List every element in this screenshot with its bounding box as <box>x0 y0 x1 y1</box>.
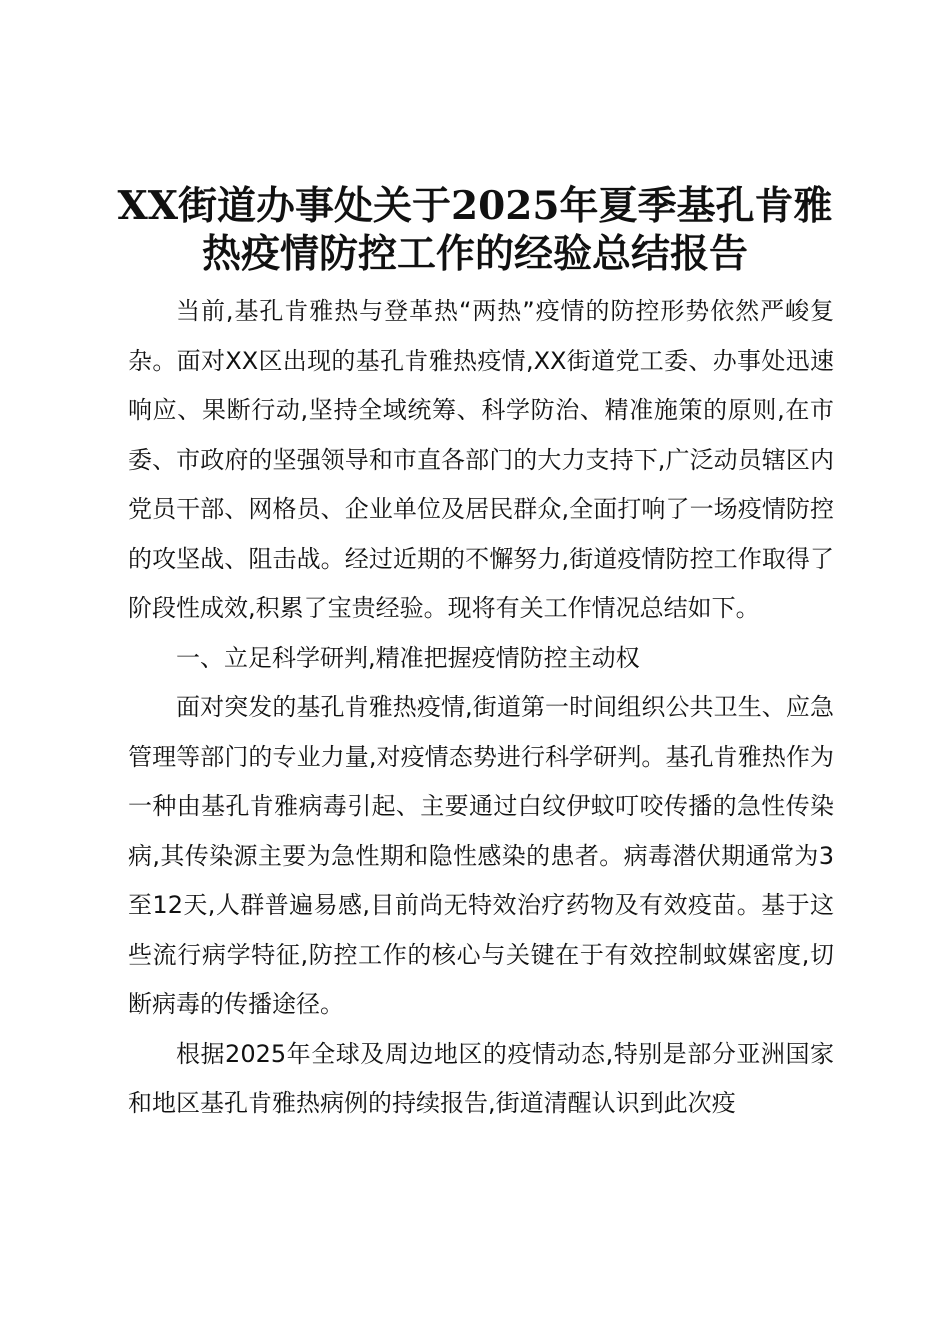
paragraph-intro: 当前,基孔肯雅热与登革热“两热”疫情的防控形势依然严峻复杂。面对XX区出现的基孔肯雅热疫情,XX街道党工委、办事处迅速响应、果断行动,坚持全域统筹、科学防治、精准施策的原则,在市委、市政府的坚强领导和市直各部门的大力支持下,广泛动员辖区内党员干部、网格员、企业单位及居民群众,全面打响了一场疫情防控的攻坚战、阻击战。经过近期的不懈努力,街道疫情防控工作取得了阶段性成效,积累了宝贵经验。现将有关工作情况总结如下。 <box>128 297 834 622</box>
document-body <box>128 287 834 1129</box>
paragraph-analysis: 面对突发的基孔肯雅热疫情,街道第一时间组织公共卫生、应急管理等部门的专业力量,对疫情态势进行科学研判。基孔肯雅热作为一种由基孔肯雅病毒引起、主要通过白纹伊蚊叮咬传播的急性传染病,其传染源主要为急性期和隐性感染的患者。病毒潜伏期通常为3至12天,人群普遍易感,目前尚无特效治疗药物及有效疫苗。基于这些流行病学特征,防控工作的核心与关键在于有效控制蚊媒密度,切断病毒的传播途径。 <box>128 693 834 1018</box>
document-title: XX街道办事处关于2025年夏季基孔肯雅热疫情防控工作的经验总结报告 <box>117 183 833 277</box>
section-heading-1: 一、立足科学研判,精准把握疫情防控主动权 <box>176 643 640 672</box>
paragraph-context: 根据2025年全球及周边地区的疫情动态,特别是部分亚洲国家和地区基孔肯雅热病例的持续报告,街道清醒认识到此次疫 <box>128 1039 834 1117</box>
